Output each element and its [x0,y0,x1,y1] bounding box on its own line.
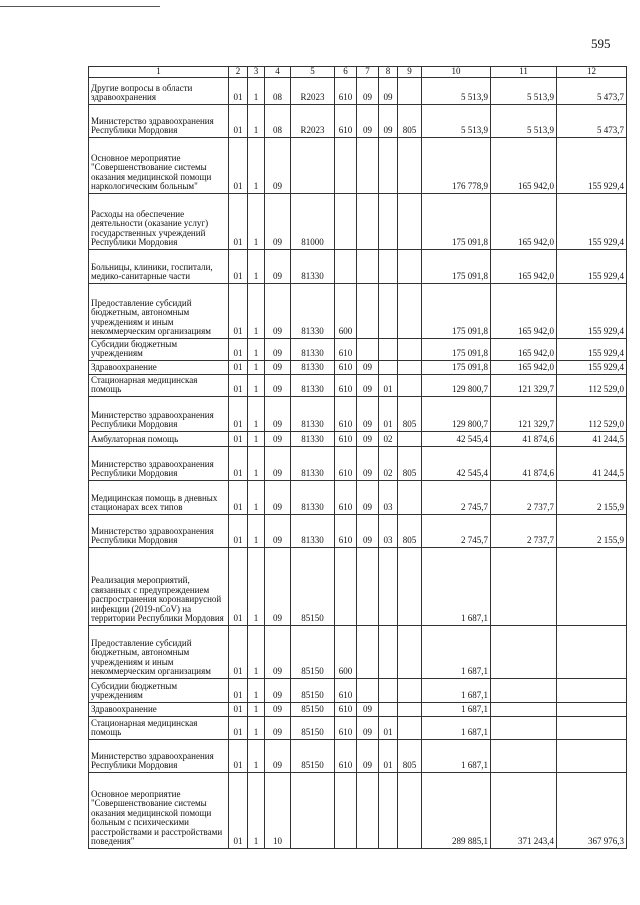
code-cell: 610 [335,360,357,374]
amount-cell: 41 874,6 [491,431,557,446]
code-cell [379,137,398,193]
table-row [89,396,627,431]
code-cell: 610 [335,702,357,716]
code-cell: 1 [248,678,265,702]
page-number: 595 [591,36,611,51]
table-row [89,283,627,338]
code-cell [335,547,357,625]
code-cell: 09 [265,338,291,360]
amount-cell: 112 529,0 [557,396,627,431]
code-cell: 85150 [291,702,335,716]
row-name: Стационарная медицинская помощь [89,716,229,739]
code-cell: 09 [265,625,291,678]
header-cell: 4 [265,67,291,78]
amount-cell: 1 687,1 [422,625,491,678]
amount-cell: 175 091,8 [422,249,491,283]
code-cell: 81000 [291,193,335,249]
code-cell: 1 [248,396,265,431]
amount-cell: 165 942,0 [491,193,557,249]
table-row [89,716,627,739]
code-cell [398,547,422,625]
code-cell: 09 [357,514,379,547]
code-cell [335,137,357,193]
code-cell: 09 [265,678,291,702]
code-cell: 85150 [291,716,335,739]
code-cell [335,772,357,848]
code-cell: 1 [248,772,265,848]
code-cell: 08 [265,104,291,137]
code-cell: 1 [248,514,265,547]
code-cell: 03 [379,480,398,514]
code-cell: 1 [248,480,265,514]
code-cell: 09 [265,249,291,283]
code-cell [357,678,379,702]
code-cell: 03 [379,514,398,547]
table-row [89,249,627,283]
table-row [89,514,627,547]
code-cell: 01 [229,625,248,678]
table-row [89,772,627,848]
amount-cell: 2 737,7 [491,514,557,547]
code-cell [398,480,422,514]
amount-cell: 42 545,4 [422,446,491,480]
amount-cell [557,716,627,739]
code-cell [398,137,422,193]
row-name: Предоставление субсидий бюджетным, автономным учреждениям и иным некоммерческим организациям [89,625,229,678]
code-cell: 01 [229,480,248,514]
row-name: Министерство здравоохранения Республики Мордовия [89,739,229,772]
amount-cell: 121 329,7 [491,396,557,431]
code-cell [335,193,357,249]
code-cell [357,772,379,848]
code-cell [379,360,398,374]
code-cell [398,625,422,678]
amount-cell: 2 737,7 [491,480,557,514]
code-cell [398,716,422,739]
code-cell: 1 [248,446,265,480]
code-cell: 85150 [291,625,335,678]
amount-cell: 129 800,7 [422,374,491,396]
amount-cell: 112 529,0 [557,374,627,396]
code-cell: 1 [248,625,265,678]
code-cell: 81330 [291,480,335,514]
code-cell: 1 [248,716,265,739]
code-cell: 02 [379,446,398,480]
budget-table [88,66,627,849]
amount-cell: 41 244,5 [557,431,627,446]
code-cell [379,625,398,678]
code-cell [357,137,379,193]
code-cell: 01 [229,678,248,702]
table-row [89,702,627,716]
code-cell: 1 [248,137,265,193]
code-cell: 01 [229,374,248,396]
code-cell [398,283,422,338]
header-cell: 10 [422,67,491,78]
code-cell: 1 [248,338,265,360]
code-cell: 610 [335,480,357,514]
code-cell [398,77,422,104]
amount-cell: 155 929,4 [557,360,627,374]
code-cell: 09 [357,431,379,446]
code-cell: 09 [357,360,379,374]
code-cell: 01 [229,249,248,283]
row-name: Амбулаторная помощь [89,431,229,446]
code-cell: 610 [335,104,357,137]
row-name: Министерство здравоохранения Республики Мордовия [89,396,229,431]
code-cell: 01 [229,338,248,360]
row-name: Другие вопросы в области здравоохранения [89,77,229,104]
code-cell: 09 [265,514,291,547]
header-cell: 7 [357,67,379,78]
code-cell: 01 [229,547,248,625]
code-cell: 81330 [291,514,335,547]
table-row [89,360,627,374]
amount-cell: 5 473,7 [557,77,627,104]
amount-cell [491,625,557,678]
amount-cell: 5 473,7 [557,104,627,137]
code-cell: 09 [357,702,379,716]
code-cell: 85150 [291,547,335,625]
amount-cell: 2 155,9 [557,514,627,547]
table-row [89,446,627,480]
code-cell: 805 [398,396,422,431]
code-cell: 1 [248,104,265,137]
code-cell: 1 [248,77,265,104]
code-cell: 01 [379,716,398,739]
amount-cell: 367 976,3 [557,772,627,848]
amount-cell [491,678,557,702]
code-cell: R2023 [291,77,335,104]
code-cell: 600 [335,625,357,678]
code-cell [398,360,422,374]
row-name: Больницы, клиники, госпитали, медико-санитарные части [89,249,229,283]
row-name: Расходы на обеспечение деятельности (оказание услуг) государственных учреждений Республики Мордовия [89,193,229,249]
header-cell: 6 [335,67,357,78]
code-cell: 09 [357,77,379,104]
code-cell [335,249,357,283]
code-cell [398,338,422,360]
amount-cell: 5 513,9 [422,77,491,104]
row-name: Субсидии бюджетным учреждениям [89,678,229,702]
amount-cell: 165 942,0 [491,338,557,360]
row-name: Здравоохранение [89,702,229,716]
code-cell: 09 [357,480,379,514]
amount-cell: 175 091,8 [422,283,491,338]
code-cell [379,338,398,360]
row-name: Министерство здравоохранения Республики Мордовия [89,514,229,547]
header-cell: 1 [89,67,229,78]
code-cell: 1 [248,374,265,396]
code-cell: 09 [265,431,291,446]
code-cell: 610 [335,396,357,431]
code-cell: 1 [248,702,265,716]
code-cell [291,772,335,848]
amount-cell: 2 155,9 [557,480,627,514]
amount-cell: 5 513,9 [491,104,557,137]
code-cell: 610 [335,374,357,396]
code-cell: 1 [248,547,265,625]
code-cell: 01 [229,431,248,446]
code-cell: 01 [229,360,248,374]
amount-cell: 1 687,1 [422,547,491,625]
code-cell: 01 [379,739,398,772]
code-cell: 10 [265,772,291,848]
code-cell: 610 [335,678,357,702]
code-cell: 09 [265,716,291,739]
amount-cell: 165 942,0 [491,137,557,193]
amount-cell [557,625,627,678]
code-cell [379,702,398,716]
amount-cell [557,678,627,702]
header-cell: 9 [398,67,422,78]
amount-cell: 175 091,8 [422,360,491,374]
row-name: Здравоохранение [89,360,229,374]
table-row [89,625,627,678]
code-cell: 09 [265,480,291,514]
header-cell: 2 [229,67,248,78]
header-cell: 8 [379,67,398,78]
row-name: Медицинская помощь в дневных стационарах всех типов [89,480,229,514]
table-row [89,77,627,104]
code-cell: 85150 [291,739,335,772]
code-cell: 09 [265,396,291,431]
amount-cell: 42 545,4 [422,431,491,446]
code-cell: 81330 [291,283,335,338]
code-cell: 01 [229,716,248,739]
code-cell [379,283,398,338]
code-cell [357,338,379,360]
table-row [89,678,627,702]
code-cell: 1 [248,249,265,283]
amount-cell: 1 687,1 [422,678,491,702]
amount-cell [491,739,557,772]
code-cell: 610 [335,446,357,480]
code-cell: 01 [229,702,248,716]
code-cell: 09 [265,702,291,716]
amount-cell: 1 687,1 [422,716,491,739]
code-cell: 09 [265,547,291,625]
row-name: Субсидии бюджетным учреждениям [89,338,229,360]
row-name: Стационарная медицинская помощь [89,374,229,396]
code-cell [379,678,398,702]
row-name: Основное мероприятие "Совершенствование системы оказания медицинской помощи больным с психическими расстройствами и расстройствами поведения" [89,772,229,848]
amount-cell: 289 885,1 [422,772,491,848]
amount-cell: 155 929,4 [557,193,627,249]
header-cell: 5 [291,67,335,78]
amount-cell: 41 244,5 [557,446,627,480]
table-row [89,137,627,193]
code-cell: R2023 [291,104,335,137]
code-cell [398,249,422,283]
table-row [89,739,627,772]
amount-cell [557,739,627,772]
amount-cell: 155 929,4 [557,249,627,283]
amount-cell: 371 243,4 [491,772,557,848]
code-cell: 09 [379,77,398,104]
amount-cell: 121 329,7 [491,374,557,396]
code-cell: 01 [229,772,248,848]
amount-cell [491,547,557,625]
table-row [89,374,627,396]
code-cell: 610 [335,431,357,446]
code-cell [398,193,422,249]
code-cell: 600 [335,283,357,338]
code-cell [357,193,379,249]
code-cell: 81330 [291,338,335,360]
table-row [89,480,627,514]
code-cell [398,772,422,848]
code-cell: 805 [398,446,422,480]
header-cell: 11 [491,67,557,78]
header-cell: 12 [557,67,627,78]
code-cell: 01 [229,514,248,547]
code-cell [398,702,422,716]
row-name: Министерство здравоохранения Республики Мордовия [89,446,229,480]
table-header-row [89,67,627,78]
amount-cell [557,702,627,716]
code-cell: 09 [265,739,291,772]
code-cell: 805 [398,739,422,772]
code-cell: 09 [357,374,379,396]
amount-cell: 175 091,8 [422,193,491,249]
code-cell: 09 [357,104,379,137]
amount-cell: 165 942,0 [491,283,557,338]
header-cell: 3 [248,67,265,78]
code-cell: 1 [248,360,265,374]
amount-cell [491,716,557,739]
amount-cell [491,702,557,716]
code-cell [379,547,398,625]
amount-cell: 176 778,9 [422,137,491,193]
code-cell: 1 [248,193,265,249]
amount-cell: 1 687,1 [422,739,491,772]
code-cell: 09 [265,137,291,193]
code-cell: 81330 [291,249,335,283]
code-cell: 02 [379,431,398,446]
amount-cell: 155 929,4 [557,338,627,360]
amount-cell: 5 513,9 [422,104,491,137]
amount-cell: 1 687,1 [422,702,491,716]
code-cell: 805 [398,514,422,547]
amount-cell: 5 513,9 [491,77,557,104]
code-cell: 09 [265,374,291,396]
code-cell [398,431,422,446]
code-cell: 610 [335,514,357,547]
amount-cell: 155 929,4 [557,283,627,338]
code-cell [379,249,398,283]
code-cell: 81330 [291,374,335,396]
row-name: Министерство здравоохранения Республики Мордовия [89,104,229,137]
table-row [89,431,627,446]
code-cell: 01 [229,283,248,338]
code-cell: 01 [229,77,248,104]
amount-cell: 129 800,7 [422,396,491,431]
table-body [89,77,627,848]
code-cell: 1 [248,739,265,772]
code-cell [398,374,422,396]
row-name: Реализация мероприятий, связанных с предупреждением распространения коронавирусной инфекции (2019-nCoV) на территории Республики Мордовия [89,547,229,625]
code-cell: 610 [335,77,357,104]
table-row [89,338,627,360]
amount-cell: 2 745,7 [422,480,491,514]
code-cell: 81330 [291,431,335,446]
code-cell [357,283,379,338]
code-cell: 81330 [291,396,335,431]
code-cell: 01 [379,396,398,431]
code-cell: 09 [265,283,291,338]
code-cell: 09 [265,360,291,374]
table-row [89,547,627,625]
code-cell: 1 [248,283,265,338]
code-cell: 610 [335,338,357,360]
code-cell: 01 [229,739,248,772]
table-row [89,193,627,249]
amount-cell: 2 745,7 [422,514,491,547]
code-cell: 01 [229,193,248,249]
code-cell [357,547,379,625]
row-name: Основное мероприятие "Совершенствование системы оказания медицинской помощи наркологическим больным" [89,137,229,193]
code-cell: 01 [229,396,248,431]
amount-cell: 165 942,0 [491,249,557,283]
code-cell: 85150 [291,678,335,702]
code-cell: 81330 [291,360,335,374]
amount-cell: 175 091,8 [422,338,491,360]
code-cell [357,625,379,678]
top-rule [0,6,160,7]
code-cell: 1 [248,431,265,446]
amount-cell: 155 929,4 [557,137,627,193]
code-cell [291,137,335,193]
table-row [89,104,627,137]
code-cell: 09 [357,716,379,739]
code-cell: 09 [265,193,291,249]
code-cell: 09 [265,446,291,480]
code-cell [379,193,398,249]
code-cell: 610 [335,716,357,739]
code-cell [379,772,398,848]
code-cell: 610 [335,739,357,772]
code-cell: 09 [379,104,398,137]
code-cell: 08 [265,77,291,104]
code-cell: 01 [229,446,248,480]
code-cell: 805 [398,104,422,137]
row-name: Предоставление субсидий бюджетным, автономным учреждениям и иным некоммерческим организациям [89,283,229,338]
code-cell: 09 [357,739,379,772]
amount-cell: 41 874,6 [491,446,557,480]
code-cell: 01 [229,104,248,137]
code-cell: 01 [229,137,248,193]
code-cell: 09 [357,446,379,480]
code-cell: 01 [379,374,398,396]
code-cell [357,249,379,283]
code-cell [398,678,422,702]
code-cell: 81330 [291,446,335,480]
amount-cell [557,547,627,625]
amount-cell: 165 942,0 [491,360,557,374]
code-cell: 09 [357,396,379,431]
